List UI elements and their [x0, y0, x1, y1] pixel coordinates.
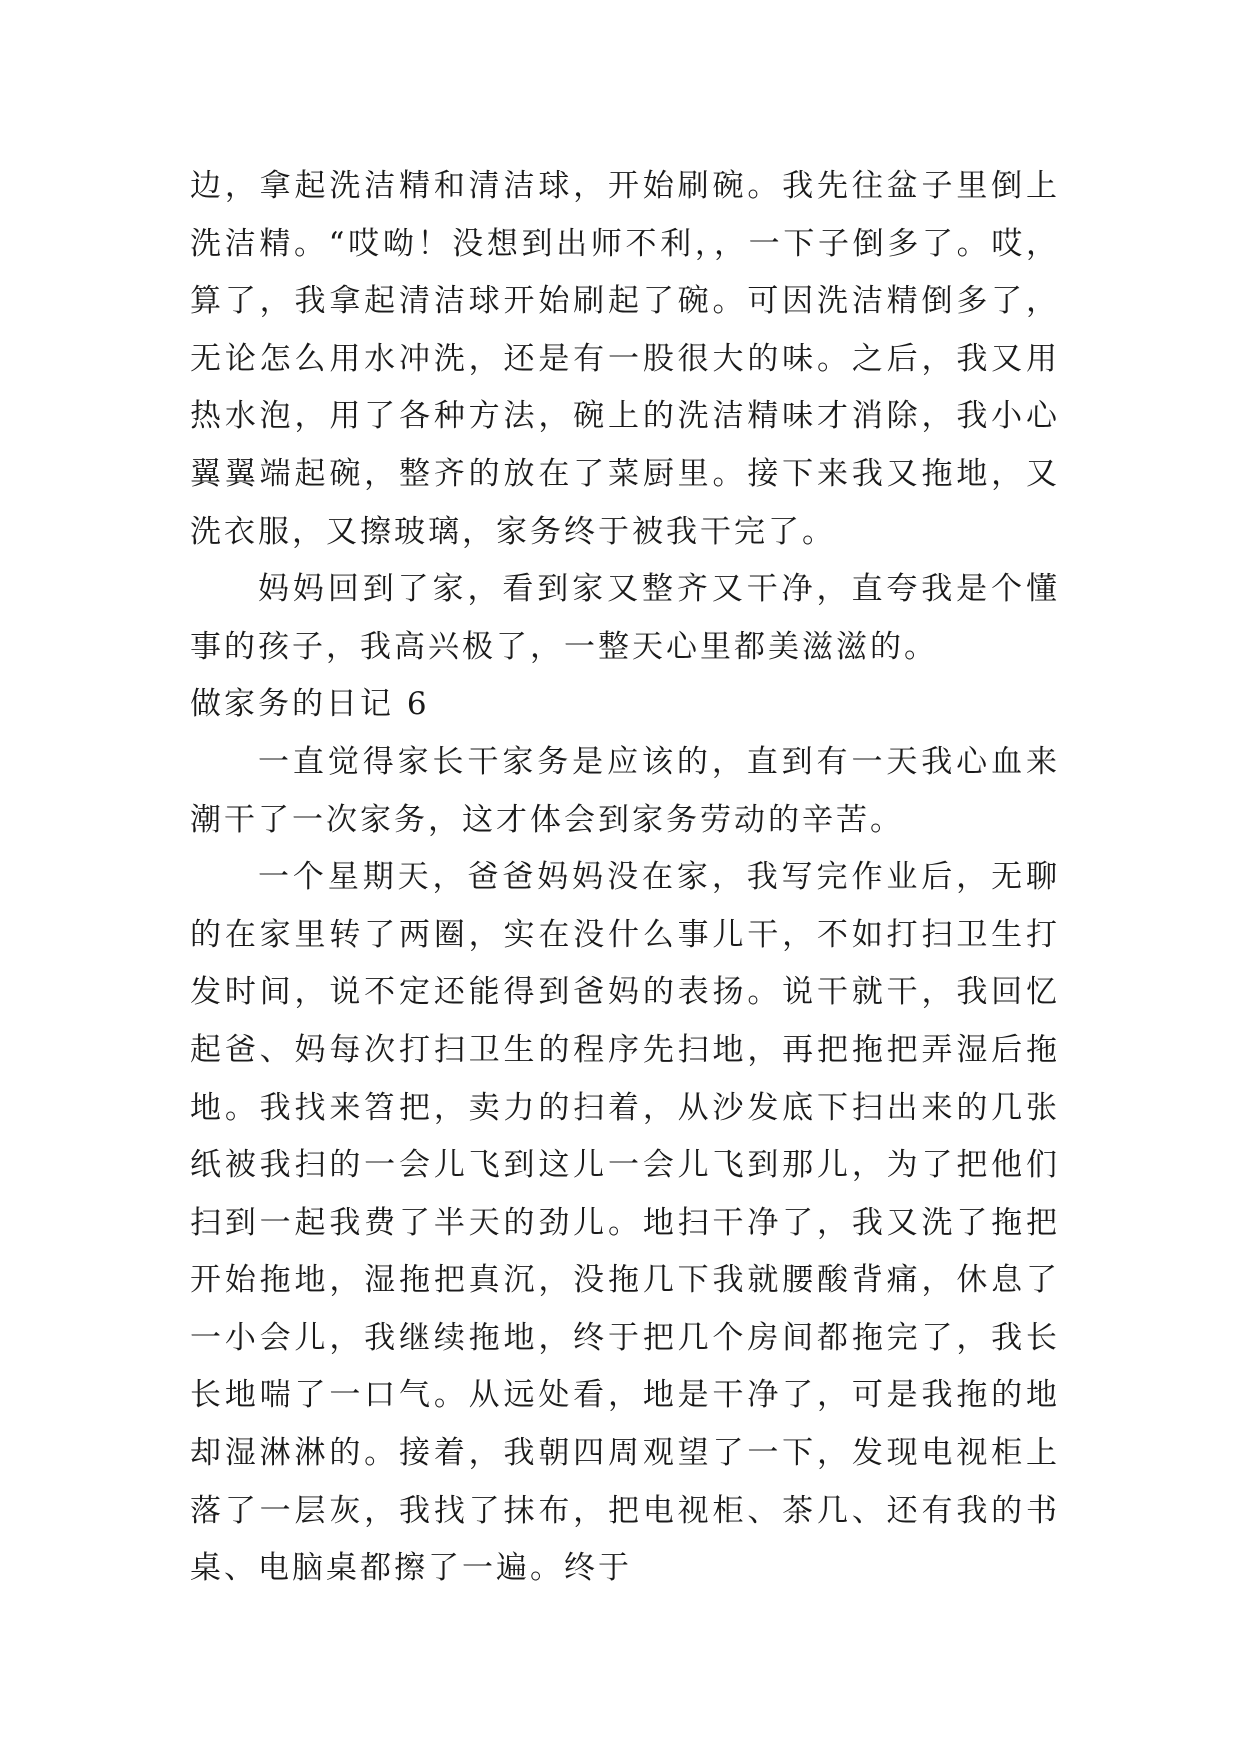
- paragraph-sunday-cleaning: 一个星期天，爸爸妈妈没在家，我写完作业后，无聊的在家里转了两圈，实在没什么事儿干，不如打扫卫生打发时间，说不定还能得到爸妈的表扬。说干就干，我回忆起爸、妈每次打扫卫生的程序先扫地，再把拖把弄湿后拖地。我找来笤把，卖力的扫着，从沙发底下扫出来的几张纸被我扫的一会儿飞到这儿一会儿飞到那儿，为了把他们扫到一起我费了半天的劲儿。地扫干净了，我又洗了拖把开始拖地，湿拖把真沉，没拖几下我就腰酸背痛，休息了一小会儿，我继续拖地，终于把几个房间都拖完了，我长长地喘了一口气。从远处看，地是干净了，可是我拖的地却湿淋淋的。接着，我朝四周观望了一下，发现电视柜上落了一层灰，我找了抹布，把电视柜、茶几、还有我的书桌、电脑桌都擦了一遍。终于: [190, 859, 1060, 1587]
- document-body: [190, 158, 1060, 1598]
- paragraph-washing-dishes: 边，拿起洗洁精和清洁球，开始刷碗。我先往盆子里倒上洗洁精。“哎呦！没想到出师不利，，一下子倒多了。哎，算了，我拿起清洁球开始刷起了碗。可因洗洁精倒多了，无论怎么用水冲洗，还是有一股很大的味。之后，我又用热水泡，用了各种方法，碗上的洗洁精味才消除，我小心翼翼端起碗，整齐的放在了菜厨里。接下来我又拖地，又洗衣服，又擦玻璃，家务终于被我干完了。: [190, 168, 1060, 550]
- paragraph-intro: 一直觉得家长干家务是应该的，直到有一天我心血来潮干了一次家务，这才体会到家务劳动的辛苦。: [190, 743, 1060, 838]
- diary-heading: 做家务的日记 6: [190, 686, 430, 723]
- paragraph-mom-returns: 妈妈回到了家，看到家又整齐又干净，直夸我是个懂事的孩子，我高兴极了，一整天心里都美滋滋的。: [190, 571, 1060, 665]
